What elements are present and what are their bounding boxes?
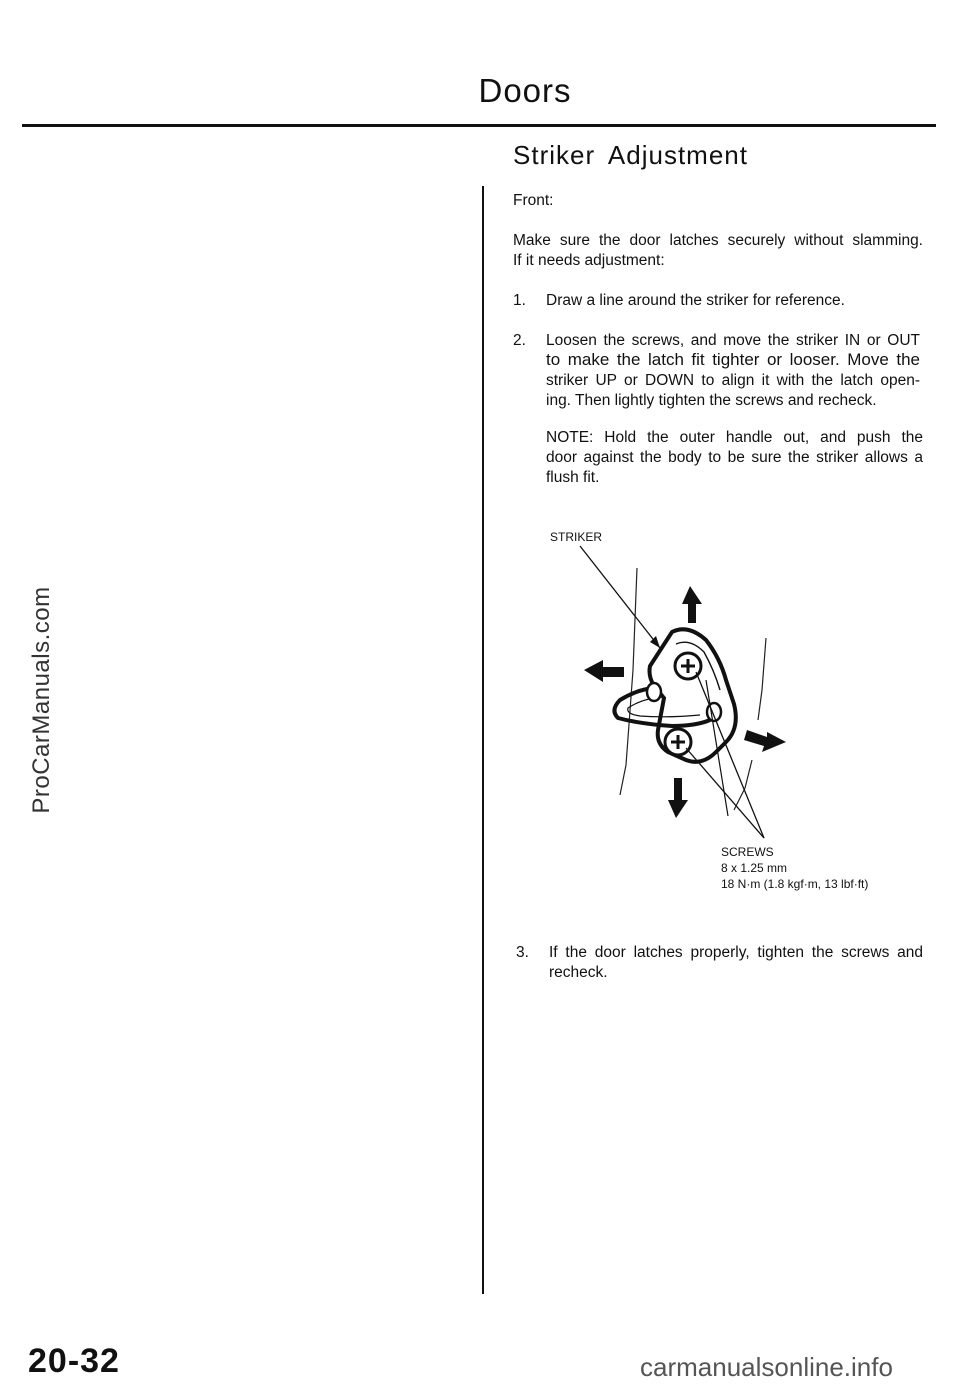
striker-label: STRIKER bbox=[550, 530, 603, 544]
step-1-text: Draw a line around the striker for reference. bbox=[546, 292, 845, 309]
page-number: 20-32 bbox=[28, 1342, 120, 1380]
step-2-number: 2. bbox=[513, 332, 526, 349]
screw-leader-lower bbox=[686, 748, 764, 838]
step-2-line-1: Loosen the screws, and move the striker IN or OUT bbox=[546, 332, 920, 349]
screw-lower-icon bbox=[665, 729, 691, 755]
arrow-down-icon bbox=[668, 778, 688, 818]
footer-watermark: carmanualsonline.info bbox=[640, 1352, 893, 1382]
loop-post-left bbox=[647, 683, 661, 701]
step-3-line-2: recheck. bbox=[549, 964, 608, 981]
step-2-line-2: to make the latch fit tighter or looser. Move the bbox=[546, 350, 920, 369]
striker-diagram bbox=[490, 520, 930, 900]
screws-torque: 18 N·m (1.8 kgf·m, 13 lbf·ft) bbox=[721, 877, 869, 891]
arrow-up-icon bbox=[682, 586, 702, 623]
screws-label: SCREWS bbox=[721, 845, 774, 859]
step-2-line-4: ing. Then lightly tighten the screws and recheck. bbox=[546, 392, 877, 409]
arrow-right-icon bbox=[744, 730, 786, 752]
pillar-line-left bbox=[620, 568, 637, 795]
section-title: Doors bbox=[478, 72, 572, 109]
step-2-note bbox=[546, 428, 923, 490]
step-1-number: 1. bbox=[513, 292, 526, 309]
step-3-line-1: If the door latches properly, tighten the screws and bbox=[549, 944, 923, 961]
striker-plate bbox=[650, 629, 736, 761]
arrow-left-icon bbox=[584, 660, 624, 682]
intro-line-2: If it needs adjustment: bbox=[513, 252, 665, 269]
subheading: Striker Adjustment bbox=[513, 140, 748, 170]
note-line-2: door against the body to be sure the striker allows a bbox=[546, 449, 923, 466]
striker-leader bbox=[580, 546, 660, 648]
step-2 bbox=[513, 331, 923, 431]
header-rule bbox=[22, 124, 936, 127]
step-3 bbox=[513, 943, 923, 983]
pillar-line-right bbox=[734, 638, 766, 810]
loop-post-right bbox=[707, 703, 721, 721]
step-1 bbox=[513, 291, 923, 311]
step-2-line-3: striker UP or DOWN to align it with the latch open- bbox=[546, 372, 920, 389]
side-watermark: ProCarManuals.com bbox=[28, 586, 55, 814]
column-divider bbox=[482, 186, 484, 1294]
intro-line-1: Make sure the door latches securely without slamming. bbox=[513, 232, 923, 249]
intro-label: Front: bbox=[513, 192, 554, 209]
note-line-3: flush fit. bbox=[546, 469, 600, 486]
note-line-1: NOTE: Hold the outer handle out, and push the bbox=[546, 429, 923, 446]
step-3-number: 3. bbox=[516, 944, 529, 961]
screws-size: 8 x 1.25 mm bbox=[721, 861, 788, 875]
